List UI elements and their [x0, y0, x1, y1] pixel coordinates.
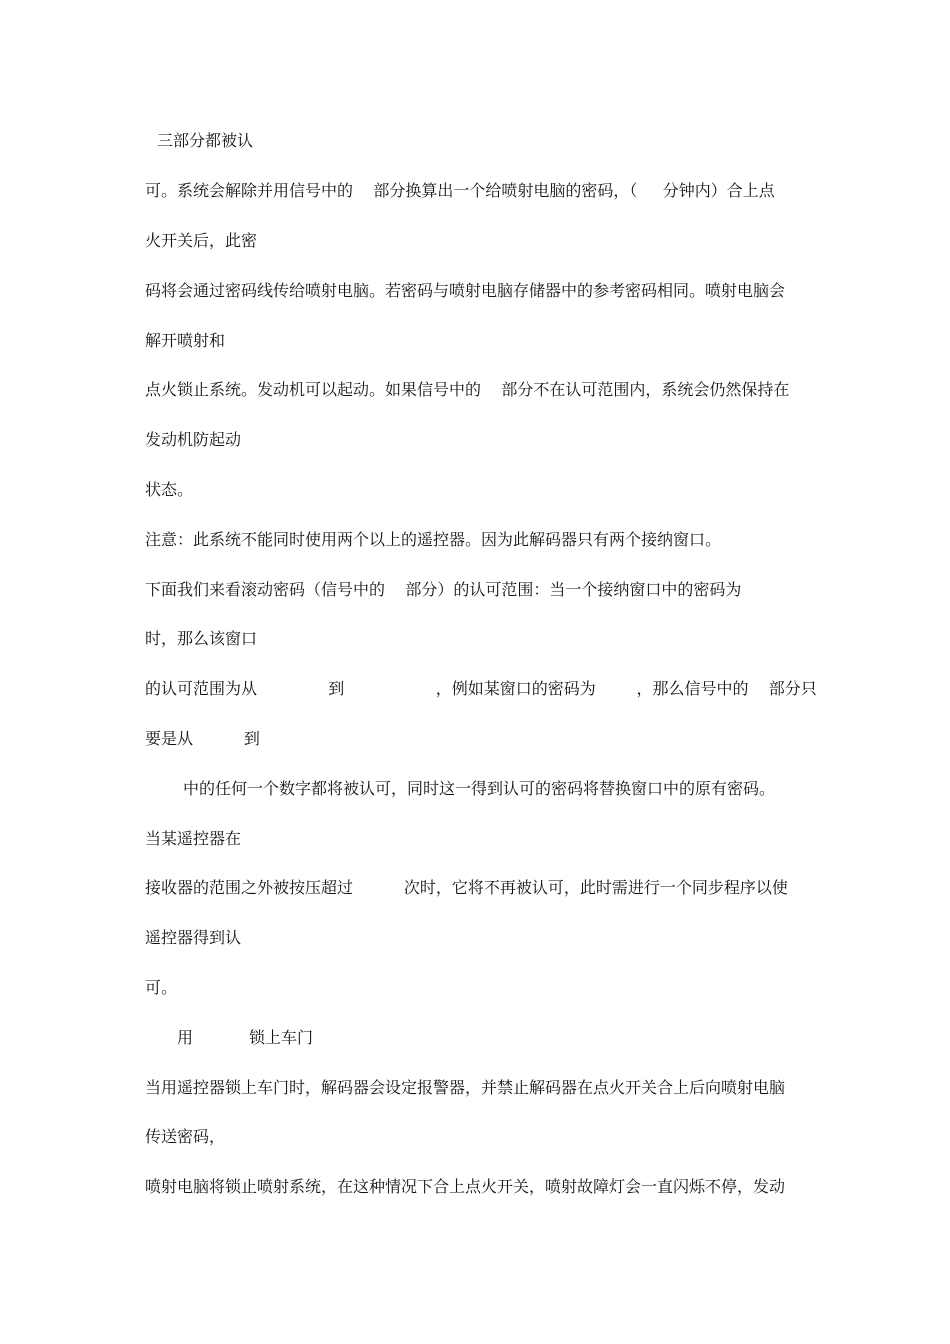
text-line-14: 中的任何一个数字都将被认可，同时这一得到认可的密码将替换窗口中的原有密码。 — [183, 779, 776, 798]
text-line-7: 发动机防起动 — [145, 430, 242, 449]
text-line-4: 码将会通过密码线传给喷射电脑。若密码与喷射电脑存储器中的参考密码相同。喷射电脑会 — [145, 281, 786, 300]
text-line-22: 喷射电脑将锁止喷射系统，在这种情况下合上点火开关，喷射故障灯会一直闪烁不停，发动 — [145, 1177, 786, 1196]
text-line-5: 解开喷射和 — [145, 331, 226, 350]
text-line-11: 时，那么该窗口 — [145, 629, 258, 648]
text-line-16: 接收器的范围之外被按压超过 次时，它将不再被认可，此时需进行一个同步程序以使 — [145, 878, 788, 897]
text-line-19: 用 锁上车门 — [177, 1028, 313, 1047]
text-line-2: 可。系统会解除并用信号中的 部分换算出一个给喷射电脑的密码，（ 分钟内）合上点 — [145, 181, 775, 200]
text-line-1: 三部分都被认 — [157, 131, 254, 150]
text-line-3: 火开关后，此密 — [145, 231, 258, 250]
text-line-18: 可。 — [145, 978, 178, 997]
text-line-13: 要是从 到 — [145, 729, 260, 748]
text-line-21: 传送密码， — [145, 1127, 226, 1146]
text-line-12: 的认可范围为从 到 ，例如某窗口的密码为 ，那么信号中的 部分只 — [145, 679, 817, 698]
text-line-8: 状态。 — [145, 480, 194, 499]
text-line-20: 当用遥控器锁上车门时，解码器会设定报警器，并禁止解码器在点火开关合上后向喷射电脑 — [145, 1078, 786, 1097]
text-line-15: 当某遥控器在 — [145, 829, 242, 848]
text-line-17: 遥控器得到认 — [145, 928, 242, 947]
text-line-9: 注意：此系统不能同时使用两个以上的遥控器。因为此解码器只有两个接纳窗口。 — [145, 530, 722, 549]
text-line-6: 点火锁止系统。发动机可以起动。如果信号中的 部分不在认可范围内，系统会仍然保持在 — [145, 380, 790, 399]
text-line-10: 下面我们来看滚动密码（信号中的 部分）的认可范围：当一个接纳窗口中的密码为 — [145, 580, 742, 599]
